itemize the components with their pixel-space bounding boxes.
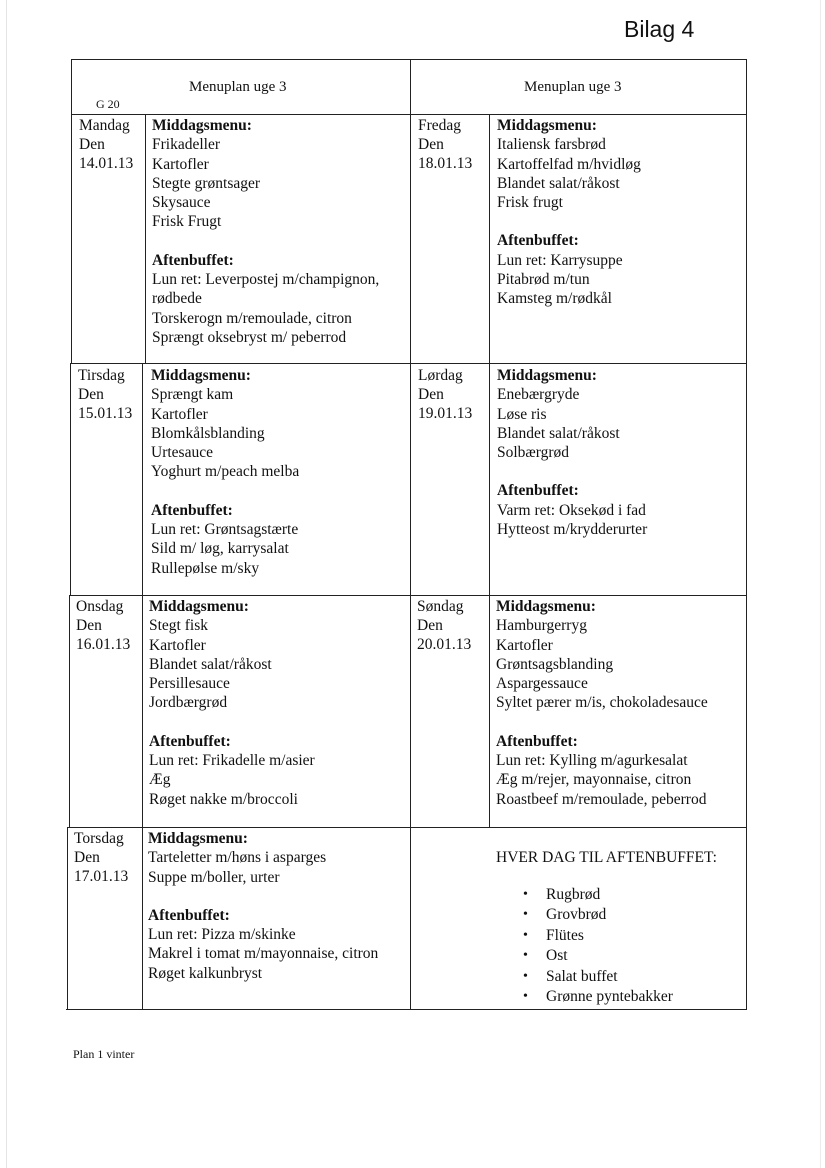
buffet-item: Røget nakke m/broccoli — [149, 790, 298, 808]
day-cell-loerdag — [418, 366, 472, 423]
every-day-list — [496, 885, 717, 1007]
dinner-title: Middagsmenu: — [496, 598, 596, 615]
group-label: G 20 — [96, 97, 120, 111]
list-item: • Grønne pyntebakker — [523, 987, 717, 1007]
dinner-item: Enebærgryde — [497, 386, 580, 404]
buffet-title: Aftenbuffet: — [497, 232, 579, 250]
table-border-left — [69, 595, 70, 827]
buffet-item: Røget kalkunbryst — [148, 964, 263, 982]
day-den: Den — [418, 386, 444, 403]
dinner-item: Løse ris — [497, 405, 547, 423]
buffet-title: Aftenbuffet: — [152, 251, 234, 269]
dinner-item: Aspargessauce — [496, 675, 588, 693]
dinner-item: Kartofler — [496, 636, 553, 654]
dinner-item: Frisk Frugt — [152, 213, 222, 231]
buffet-item: Rullepølse m/sky — [151, 559, 260, 577]
header-title-left: Menuplan uge 3 — [189, 79, 287, 95]
list-item: • Ost — [523, 946, 717, 966]
dinner-item: Stegte grøntsager — [152, 174, 261, 192]
list-item: • Grovbrød — [523, 905, 717, 925]
day-name: Lørdag — [418, 367, 463, 384]
page-label: Bilag 4 — [624, 16, 695, 42]
menu-cell-torsdag — [148, 829, 378, 983]
buffet-item: Æg m/rejer, mayonnaise, citron — [496, 771, 692, 789]
buffet-item: Lun ret: Pizza m/skinke — [148, 926, 296, 944]
buffet-item: Kamsteg m/rødkål — [497, 290, 612, 308]
buffet-item: Sild m/ løg, karrysalat — [151, 540, 289, 558]
buffet-item: Lun ret: Karrysuppe — [497, 251, 623, 269]
day-date: 19.01.13 — [418, 405, 473, 422]
every-day-buffet-box — [496, 848, 717, 1007]
day-date: 15.01.13 — [78, 405, 133, 422]
day-name: Onsdag — [76, 598, 124, 615]
dinner-title: Middagsmenu: — [148, 830, 248, 847]
buffet-item: rødbede — [152, 290, 202, 308]
table-row-divider — [68, 827, 747, 828]
buffet-item: Lun ret: Leverpostej m/champignon, — [152, 271, 380, 289]
menu-cell-loerdag — [497, 366, 647, 539]
buffet-item: Æg — [149, 771, 171, 789]
dinner-item: Persillesauce — [149, 675, 230, 693]
day-cell-torsdag — [74, 829, 128, 886]
footer-note: Plan 1 vinter — [73, 1047, 135, 1061]
day-cell-tirsdag — [78, 366, 132, 423]
buffet-title: Aftenbuffet: — [497, 482, 579, 500]
buffet-item: Sprængt oksebryst m/ peberrod — [152, 328, 347, 346]
buffet-item: Roastbeef m/remoulade, peberrod — [496, 790, 707, 808]
dinner-item: Syltet pærer m/is, chokoladesauce — [496, 694, 708, 712]
dinner-item: Kartofler — [152, 155, 209, 173]
day-name: Tirsdag — [78, 367, 125, 384]
day-date: 17.01.13 — [74, 868, 129, 885]
day-den: Den — [418, 136, 444, 153]
dinner-item: Sprængt kam — [151, 386, 234, 404]
buffet-item: Lun ret: Kylling m/agurkesalat — [496, 752, 688, 770]
dinner-item: Kartoffelfad m/hvidløg — [497, 155, 641, 173]
buffet-title: Aftenbuffet: — [148, 906, 230, 924]
menu-cell-mandag — [152, 116, 379, 347]
day-name: Søndag — [417, 598, 464, 615]
table-border-left — [70, 363, 71, 595]
dinner-item: Blandet salat/råkost — [497, 174, 620, 192]
day-date: 16.01.13 — [76, 636, 131, 653]
list-item: • Salat buffet — [523, 967, 717, 987]
menu-cell-soendag — [496, 597, 708, 809]
table-row-divider — [69, 595, 747, 596]
dinner-item: Skysauce — [152, 194, 211, 212]
table-row-divider — [71, 114, 747, 115]
dinner-item: Stegt fisk — [149, 617, 208, 635]
day-cell-fredag — [418, 116, 472, 173]
table-col-divider — [145, 114, 146, 363]
menu-cell-tirsdag — [151, 366, 299, 578]
table-border-bottom — [66, 1009, 747, 1010]
table-border-left — [71, 59, 72, 363]
day-den: Den — [78, 386, 104, 403]
dinner-item: Blandet salat/råkost — [497, 424, 620, 442]
buffet-item: Lun ret: Frikadelle m/asier — [149, 752, 315, 770]
table-row-divider — [70, 363, 747, 364]
day-name: Torsdag — [74, 830, 124, 847]
dinner-title: Middagsmenu: — [497, 117, 597, 134]
table-col-divider — [489, 114, 490, 827]
dinner-item: Grøntsagsblanding — [496, 655, 614, 673]
day-date: 18.01.13 — [418, 155, 473, 172]
day-name: Mandag — [79, 117, 130, 134]
buffet-item: Makrel i tomat m/mayonnaise, citron — [148, 945, 379, 963]
dinner-item: Hamburgerryg — [496, 617, 587, 635]
buffet-title: Aftenbuffet: — [496, 732, 578, 750]
table-border-top — [71, 59, 747, 60]
dinner-item: Blandet salat/råkost — [149, 655, 272, 673]
table-col-divider — [142, 363, 143, 1009]
buffet-item: Varm ret: Oksekød i fad — [497, 501, 646, 519]
day-cell-onsdag — [76, 597, 130, 654]
menu-cell-onsdag — [149, 597, 315, 809]
day-cell-soendag — [417, 597, 471, 654]
menu-cell-fredag — [497, 116, 641, 309]
dinner-title: Middagsmenu: — [151, 367, 251, 384]
dinner-item: Suppe m/boller, urter — [148, 868, 280, 886]
buffet-title: Aftenbuffet: — [151, 501, 233, 519]
dinner-title: Middagsmenu: — [149, 598, 249, 615]
table-col-divider — [410, 59, 411, 1009]
header-title-right: Menuplan uge 3 — [524, 79, 622, 95]
dinner-item: Frikadeller — [152, 136, 221, 154]
dinner-title: Middagsmenu: — [497, 367, 597, 384]
list-item: • Flütes — [523, 926, 717, 946]
buffet-title: Aftenbuffet: — [149, 732, 231, 750]
dinner-item: Kartofler — [149, 636, 206, 654]
day-den: Den — [79, 136, 105, 153]
dinner-item: Frisk frugt — [497, 194, 563, 212]
dinner-item: Tarteletter m/høns i asparges — [148, 849, 327, 867]
day-den: Den — [417, 617, 443, 634]
day-date: 20.01.13 — [417, 636, 472, 653]
dinner-item: Urtesauce — [151, 444, 213, 462]
day-den: Den — [74, 849, 100, 866]
table-border-left — [67, 827, 68, 1009]
day-cell-mandag — [79, 116, 133, 173]
buffet-item: Torskerogn m/remoulade, citron — [152, 309, 352, 327]
day-name: Fredag — [418, 117, 462, 134]
dinner-item: Kartofler — [151, 405, 208, 423]
every-day-title: HVER DAG TIL AFTENBUFFET: — [496, 849, 717, 866]
buffet-item: Pitabrød m/tun — [497, 271, 590, 289]
dinner-item: Solbærgrød — [497, 444, 570, 462]
dinner-item: Italiensk farsbrød — [497, 136, 606, 154]
list-item: • Rugbrød — [523, 885, 717, 905]
dinner-item: Jordbærgrød — [149, 694, 228, 712]
day-den: Den — [76, 617, 102, 634]
buffet-item: Hytteost m/krydderurter — [497, 521, 648, 539]
dinner-item: Blomkålsblanding — [151, 424, 265, 442]
day-date: 14.01.13 — [79, 155, 134, 172]
table-border-right — [746, 59, 747, 1009]
dinner-title: Middagsmenu: — [152, 117, 252, 134]
buffet-item: Lun ret: Grøntsagstærte — [151, 521, 299, 539]
dinner-item: Yoghurt m/peach melba — [151, 463, 300, 481]
